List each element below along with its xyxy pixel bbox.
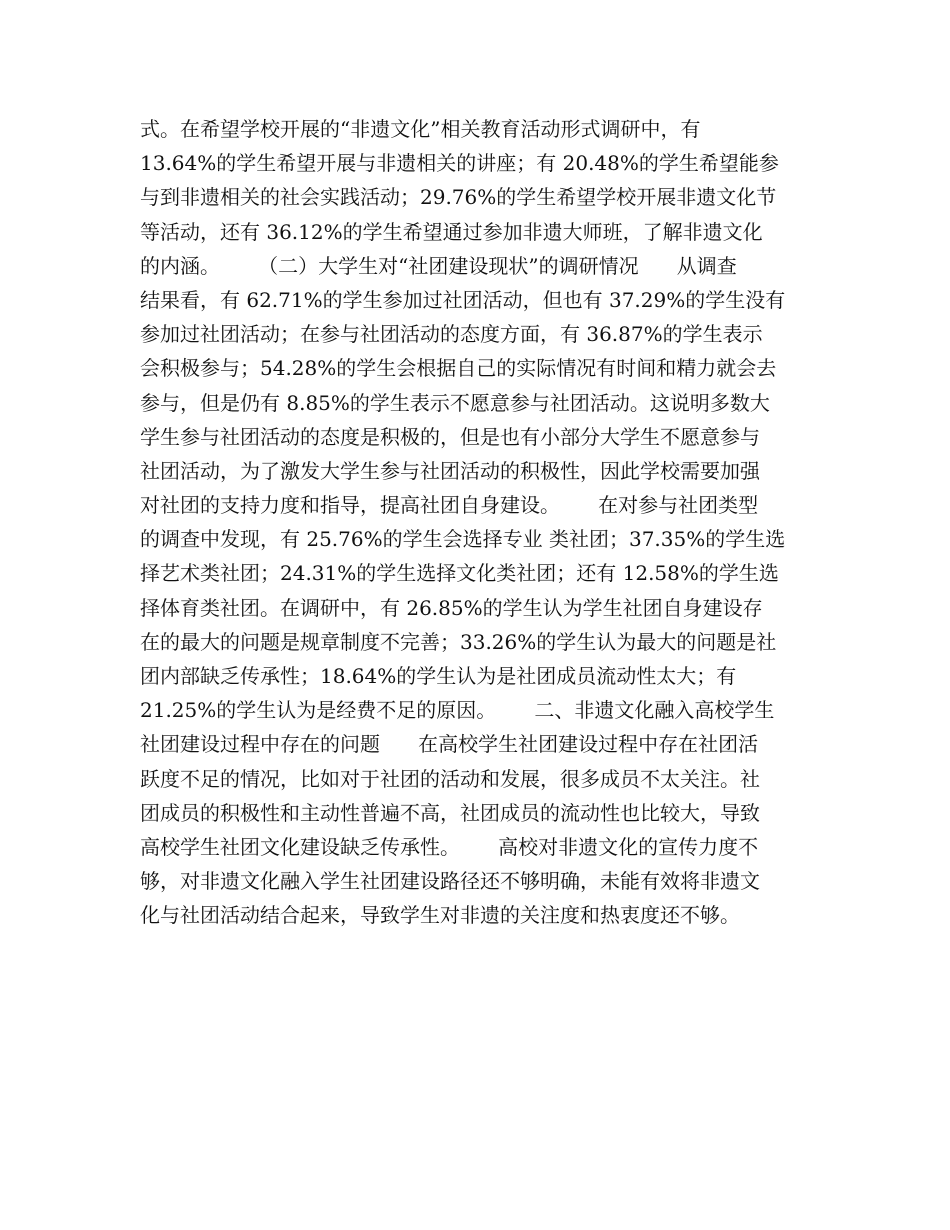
text-line: 团成员的积极性和主动性普遍不高，社团成员的流动性也比较大，导致: [140, 800, 760, 825]
text-line: 高校学生社团文化建设缺乏传承性。 高校对非遗文化的宣传力度不: [140, 834, 759, 859]
text-line: 社团活动，为了激发大学生参与社团活动的积极性，因此学校需要加强: [140, 458, 760, 483]
body-text: [140, 112, 820, 933]
text-line: 式。在希望学校开展的“非遗文化”相关教育活动形式调研中，有: [140, 117, 701, 141]
text-line: 与到非遗相关的社会实践活动；29.76%的学生希望学校开展非遗文化节: [140, 185, 777, 210]
text-line: 21.25%的学生认为是经费不足的原因。 二、非遗文化融入高校学生: [140, 698, 775, 723]
text-line: 团内部缺乏传承性；18.64%的学生认为是社团成员流动性太大；有: [140, 664, 737, 688]
text-line: 的内涵。 （二）大学生对“社团建设现状”的调研情况 从调查: [140, 253, 737, 278]
text-line: 在的最大的问题是规章制度不完善；33.26%的学生认为最大的问题是社: [140, 629, 777, 654]
text-line: 参加过社团活动；在参与社团活动的态度方面，有 36.87%的学生表示: [140, 322, 763, 347]
text-line: 社团建设过程中存在的问题 在高校学生社团建设过程中存在社团活: [140, 732, 759, 757]
text-line: 13.64%的学生希望开展与非遗相关的讲座；有 20.48%的学生希望能参: [140, 151, 779, 176]
text-line: 够，对非遗文化融入学生社团建设路径还不够明确，未能有效将非遗文: [140, 869, 760, 894]
text-line: 化与社团活动结合起来，导致学生对非遗的关注度和热衷度还不够。: [140, 903, 740, 928]
text-line: 择艺术类社团；24.31%的学生选择文化类社团；还有 12.58%的学生选: [140, 561, 779, 586]
text-line: 对社团的支持力度和指导，提高社团自身建设。 在对参与社团类型: [140, 493, 759, 518]
text-line: 学生参与社团活动的态度是积极的，但是也有小部分大学生不愿意参与: [140, 424, 760, 449]
text-line: 的调查中发现，有 25.76%的学生会选择专业 类社团；37.35%的学生选: [140, 527, 786, 552]
text-line: 择体育类社团。在调研中，有 26.85%的学生认为学生社团自身建设存: [140, 595, 763, 620]
text-line: 参与，但是仍有 8.85%的学生表示不愿意参与社团活动。这说明多数大: [140, 390, 770, 415]
text-line: 结果看，有 62.71%的学生参加过社团活动，但也有 37.29%的学生没有: [140, 287, 786, 312]
text-line: 跃度不足的情况，比如对于社团的活动和发展，很多成员不太关注。社: [140, 766, 760, 791]
text-line: 等活动，还有 36.12%的学生希望通过参加非遗大师班，了解非遗文化: [140, 219, 763, 244]
text-line: 会积极参与；54.28%的学生会根据自己的实际情况有时间和精力就会去: [140, 356, 777, 381]
